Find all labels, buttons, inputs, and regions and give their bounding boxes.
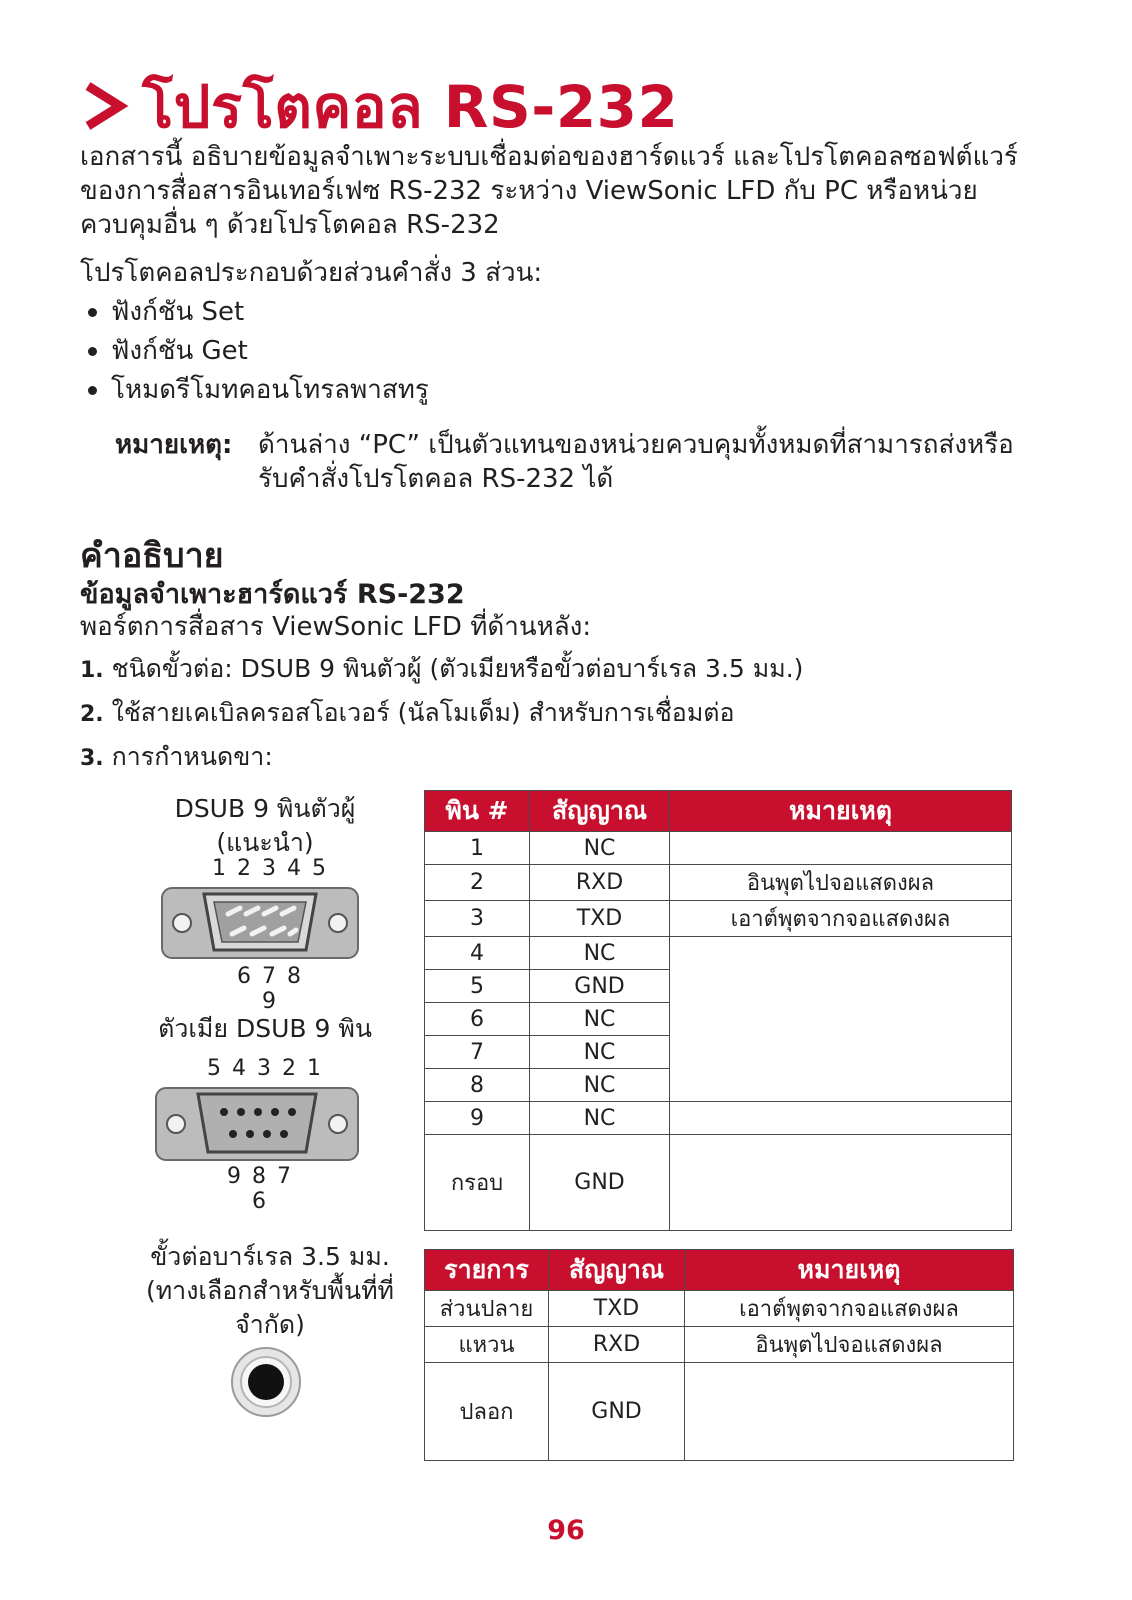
male-label-line: (แนะนำ) [216, 828, 314, 857]
signal-cell: NC [530, 1069, 670, 1102]
page-number: 96 [547, 1515, 585, 1546]
signal-cell: TXD [530, 901, 670, 937]
chevron-right-icon [80, 80, 132, 132]
intro-line: ควบคุมอื่น ๆ ด้วยโปรโตคอล RS-232 [80, 210, 500, 240]
signal-cell: GND [530, 970, 670, 1003]
pin-cell: 4 [425, 937, 530, 970]
item-cell: ส่วนปลาย [425, 1291, 549, 1327]
table-row [425, 1363, 1014, 1461]
pin-cell: 7 [425, 1036, 530, 1069]
male-label-line: DSUB 9 พินตัวผู้ [174, 794, 356, 823]
remark-cell: อินพุตไปจอแสดงผล [685, 1327, 1014, 1363]
pin-cell: กรอบ [425, 1135, 530, 1231]
signal-cell: NC [530, 1102, 670, 1135]
intro-paragraph [80, 140, 1080, 242]
pin-cell: 2 [425, 865, 530, 901]
column-header: หมายเหตุ [685, 1250, 1014, 1291]
step-number: 3. [80, 746, 104, 771]
barrel-assignment-table [424, 1249, 1014, 1461]
bullet-dot [88, 347, 97, 356]
port-text: พอร์ตการสื่อสาร ViewSonic LFD ที่ด้านหลัง: [80, 612, 592, 642]
step-number: 2. [80, 702, 104, 727]
bullet-item [86, 373, 429, 407]
bullet-item [86, 334, 248, 368]
parts-intro: โปรโตคอลประกอบด้วยส่วนคำสั่ง 3 ส่วน: [80, 258, 543, 288]
remark-cell [670, 832, 1012, 865]
pin-cell: 1 [425, 832, 530, 865]
remark-cell [685, 1363, 1014, 1461]
step-item [80, 652, 803, 688]
column-header: รายการ [425, 1250, 549, 1291]
column-header: สัญญาณ [530, 791, 670, 832]
signal-cell: TXD [549, 1291, 685, 1327]
barrel-label-line: ขั้วต่อบาร์เรล 3.5 มม. [150, 1242, 390, 1271]
signal-cell: NC [530, 937, 670, 970]
signal-cell: RXD [549, 1327, 685, 1363]
step-item [80, 696, 735, 732]
table-header-row [425, 1250, 1014, 1291]
section-heading: คำอธิบาย [80, 536, 224, 576]
remark-cell [670, 1135, 1012, 1231]
pin-cell: 6 [425, 1003, 530, 1036]
barrel-connector-label [120, 1240, 420, 1342]
table-row [425, 937, 1012, 970]
column-header: หมายเหตุ [670, 791, 1012, 832]
step-text: ใช้สายเคเบิลครอสโอเวอร์ (นัลโมเด็ม) สำหรับการเชื่อมต่อ [111, 698, 735, 727]
male-pin-numbers-top: 1 2 3 4 5 [212, 856, 328, 881]
pin-cell: 8 [425, 1069, 530, 1102]
remark-cell: เอาต์พุตจากจอแสดงผล [685, 1291, 1014, 1327]
step-number: 1. [80, 658, 104, 683]
bullet-dot [88, 308, 97, 317]
table-row [425, 832, 1012, 865]
female-pin-numbers-top: 5 4 3 2 1 [207, 1056, 323, 1081]
remark-cell: อินพุตไปจอแสดงผล [670, 865, 1012, 901]
item-cell: แหวน [425, 1327, 549, 1363]
pin-cell: 5 [425, 970, 530, 1003]
pin-cell: 3 [425, 901, 530, 937]
table-row [425, 1291, 1014, 1327]
signal-cell: GND [530, 1135, 670, 1231]
intro-line: เอกสารนี้ อธิบายข้อมูลจำเพาะระบบเชื่อมต่อของฮาร์ดแวร์ และโปรโตคอลซอฟต์แวร์ [80, 142, 1018, 172]
bullet-item [86, 295, 244, 329]
column-header: พิน # [425, 791, 530, 832]
column-header: สัญญาณ [549, 1250, 685, 1291]
table-row [425, 1102, 1012, 1135]
table-row [425, 901, 1012, 937]
note-block [115, 428, 1075, 496]
female-pin-numbers-bottom: 9 8 7 6 [227, 1164, 293, 1214]
note-line: ด้านล่าง “PC” เป็นตัวแทนของหน่วยควบคุมทั้งหมดที่สามารถส่งหรือ [258, 430, 1014, 460]
pin-cell: 9 [425, 1102, 530, 1135]
male-connector-label [130, 792, 400, 860]
female-connector-label: ตัวเมีย DSUB 9 พิน [158, 1014, 372, 1043]
signal-cell: RXD [530, 865, 670, 901]
male-dsub-connector-icon [160, 884, 360, 960]
note-line: รับคำสั่งโปรโตคอล RS-232 ได้ [258, 464, 614, 494]
step-text: การกำหนดขา: [111, 742, 273, 771]
item-cell: ปลอก [425, 1363, 549, 1461]
male-pin-numbers-bottom: 6 7 8 9 [237, 964, 303, 1014]
table-row [425, 1135, 1012, 1231]
step-item [80, 740, 273, 776]
signal-cell: NC [530, 1003, 670, 1036]
table-row [425, 865, 1012, 901]
title-text: โปรโตคอล RS-232 [142, 72, 679, 141]
signal-cell: NC [530, 1036, 670, 1069]
bullet-text: โหมดรีโมทคอนโทรลพาสทรู [111, 375, 429, 405]
note-label: หมายเหตุ: [115, 430, 233, 460]
bullet-dot [88, 386, 97, 395]
step-text: ชนิดขั้วต่อ: DSUB 9 พินตัวผู้ (ตัวเมียหรือขั้วต่อบาร์เรล 3.5 มม.) [111, 654, 804, 683]
intro-line: ของการสื่อสารอินเทอร์เฟซ RS-232 ระหว่าง ViewSonic LFD กับ PC หรือหน่วย [80, 176, 978, 206]
bullet-text: ฟังก์ชัน Set [111, 297, 245, 327]
bullet-text: ฟังก์ชัน Get [111, 336, 248, 366]
section-subheading: ข้อมูลจำเพาะฮาร์ดแวร์ RS-232 [80, 579, 465, 610]
page-title [80, 66, 678, 146]
remark-cell [670, 937, 1012, 1102]
remark-cell: เอาต์พุตจากจอแสดงผล [670, 901, 1012, 937]
table-header-row [425, 791, 1012, 832]
table-row [425, 1327, 1014, 1363]
signal-cell: NC [530, 832, 670, 865]
barrel-label-line: (ทางเลือกสำหรับพื้นที่ที่ [145, 1276, 395, 1305]
barrel-label-line: จำกัด) [235, 1310, 305, 1339]
pin-assignment-table [424, 790, 1012, 1231]
barrel-jack-icon [230, 1346, 302, 1418]
signal-cell: GND [549, 1363, 685, 1461]
female-dsub-connector-icon [154, 1084, 360, 1162]
remark-cell [670, 1102, 1012, 1135]
